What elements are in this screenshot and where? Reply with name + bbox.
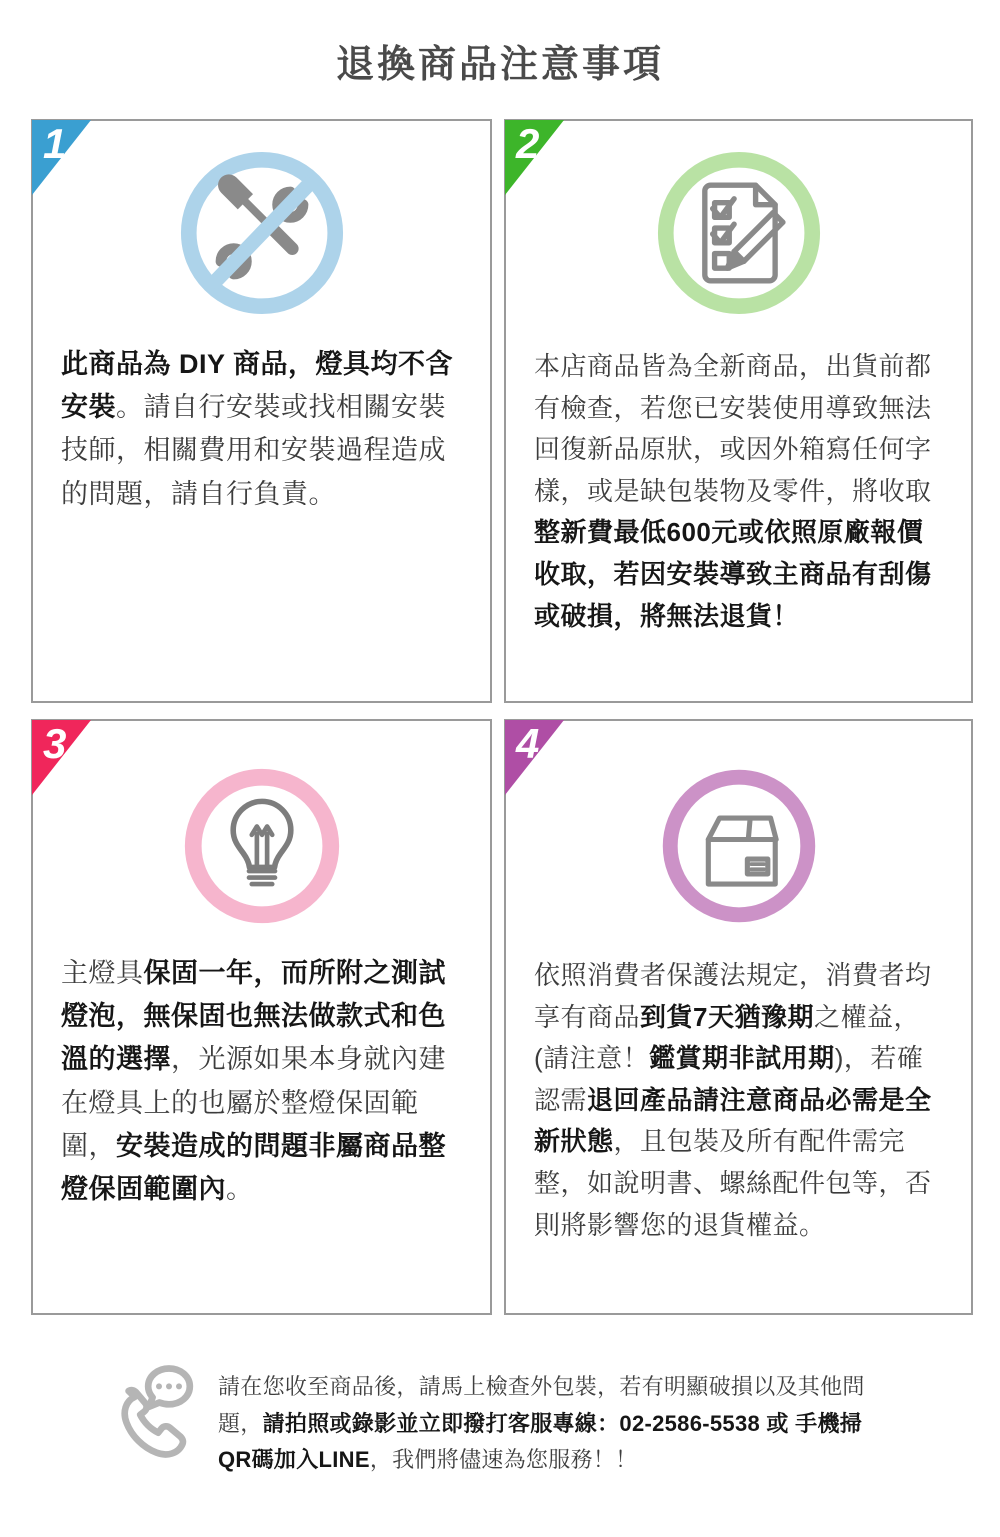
- no-installation-tools-icon: [33, 150, 490, 316]
- card-text: [61, 952, 464, 1211]
- text-segment: 保固一年，而所附之測試燈泡，無保固也無法做款式和色溫的選擇: [61, 958, 446, 1075]
- card-text: [534, 346, 945, 637]
- text-segment: 安裝造成的問題非屬商品整燈保固範圍內: [61, 1130, 446, 1204]
- notice-card-3: [31, 719, 492, 1315]
- card-number: 2: [516, 120, 540, 167]
- text-segment: 此商品為 DIY 商品，燈具均不含安裝: [61, 349, 454, 423]
- light-bulb-icon: [33, 767, 490, 925]
- text-segment: 。請自行安裝或找相關安裝技師，相關費用和安裝過程造成的問題，請自行負責。: [61, 392, 446, 509]
- text-segment: 整新費最低600元或依照原廠報價收取，若因安裝導致主商品有刮傷或破損，將無法退貨！: [534, 517, 932, 631]
- card-number: 4: [516, 720, 540, 767]
- footer-text: [218, 1369, 894, 1479]
- card-text: [534, 955, 945, 1246]
- notice-card-4: [504, 719, 973, 1315]
- text-segment: 。: [226, 1173, 254, 1204]
- text-segment: 本店商品皆為全新商品，出貨前都有檢查，若您已安裝使用導致無法回復新品原狀，或因外箱寫任何字樣，或是缺包裝物及零件，將收取: [534, 351, 932, 506]
- notice-card-1: [31, 119, 492, 703]
- card-number: 1: [43, 120, 67, 167]
- phone-support-icon: [104, 1355, 204, 1472]
- page-title: 退換商品注意事項: [335, 44, 664, 86]
- card-text: [61, 343, 464, 516]
- text-segment: 主燈具: [61, 958, 144, 988]
- text-segment: 請拍照或錄影並立即撥打客服專線：02-2586-5538 或 手機掃QR碼加入LINE: [218, 1410, 863, 1473]
- text-segment: 鑑賞期非試用期: [649, 1043, 835, 1074]
- text-segment: 依照消費者保護法規定，消費者均享有商品: [534, 960, 932, 1032]
- inspection-checklist-icon: [506, 150, 971, 316]
- notice-card-2: [504, 119, 973, 703]
- text-segment: ，且包裝及所有配件需完整，如說明書、螺絲配件包等，否則將影響您的退貨權益。: [534, 1126, 932, 1240]
- text-segment: 請在您收至商品後，請馬上檢查外包裝，若有明顯破損以及其他問題，: [218, 1374, 865, 1436]
- text-segment: 之權益，(請注意！: [534, 1001, 920, 1074]
- text-segment: 退回產品請注意商品必需是全新狀態: [534, 1084, 932, 1157]
- package-box-icon: [506, 767, 971, 925]
- text-segment: )，若確認需: [534, 1043, 924, 1115]
- notice-cards-grid: [31, 119, 973, 1315]
- text-segment: ，光源如果本身就內建在燈具上的也屬於整燈保固範圍，: [61, 1044, 446, 1161]
- card-number: 3: [43, 720, 67, 767]
- customer-service-note: [104, 1355, 904, 1501]
- text-segment: 到貨7天猶豫期: [640, 1001, 814, 1032]
- text-segment: ，我們將儘速為您服務！！: [369, 1447, 638, 1473]
